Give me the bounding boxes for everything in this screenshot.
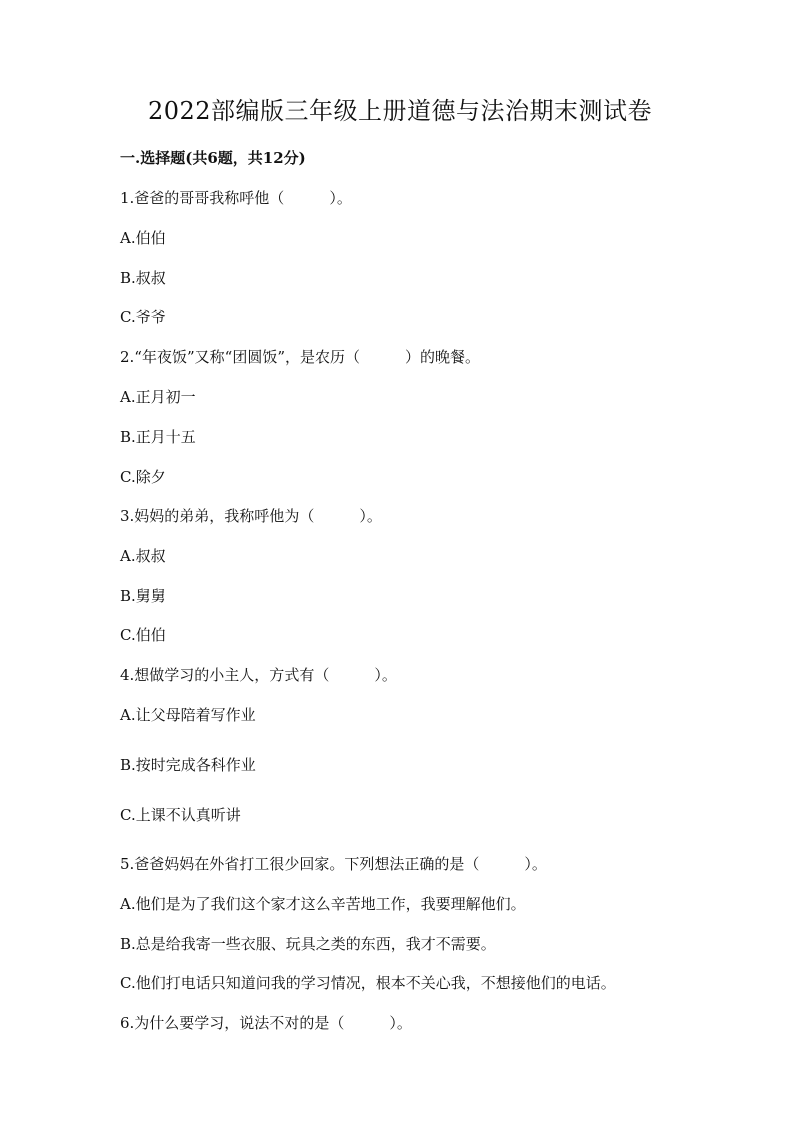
question-3-option-c: C.伯伯 [120, 626, 166, 644]
question-5-option-c: C.他们打电话只知道问我的学习情况，根本不关心我，不想接他们的电话。 [120, 974, 616, 992]
question-1-option-c: C.爷爷 [120, 308, 166, 326]
question-5-option-a: A.他们是为了我们这个家才这么辛苦地工作，我要理解他们。 [120, 895, 526, 913]
question-3-option-b: B.舅舅 [120, 587, 166, 605]
question-3-option-a: A.叔叔 [120, 547, 166, 565]
question-4-option-c: C.上课不认真听讲 [120, 806, 241, 824]
question-2-option-c: C.除夕 [120, 468, 166, 486]
section-heading: 一.选择题(共6题，共12分) [120, 149, 306, 167]
question-1-option-a: A.伯伯 [120, 229, 166, 247]
question-stem-3: 3.妈妈的弟弟，我称呼他为（ ）。 [120, 507, 382, 525]
question-stem-5: 5.爸爸妈妈在外省打工很少回家。下列想法正确的是（ ）。 [120, 855, 547, 873]
question-5-option-b: B.总是给我寄一些衣服、玩具之类的东西，我才不需要。 [120, 935, 496, 953]
question-4-option-a: A.让父母陪着写作业 [120, 706, 256, 724]
question-stem-6: 6.为什么要学习，说法不对的是（ ）。 [120, 1014, 412, 1032]
question-4-option-b: B.按时完成各科作业 [120, 756, 256, 774]
question-stem-4: 4.想做学习的小主人，方式有（ ）。 [120, 666, 397, 684]
question-stem-2: 2.“年夜饭”又称“团圆饭”，是农历（ ）的晚餐。 [120, 348, 480, 366]
question-2-option-b: B.正月十五 [120, 428, 196, 446]
page-title: 2022部编版三年级上册道德与法治期末测试卷 [147, 97, 653, 125]
question-2-option-a: A.正月初一 [120, 388, 196, 406]
question-stem-1: 1.爸爸的哥哥我称呼他（ ）。 [120, 189, 352, 207]
question-1-option-b: B.叔叔 [120, 269, 166, 287]
